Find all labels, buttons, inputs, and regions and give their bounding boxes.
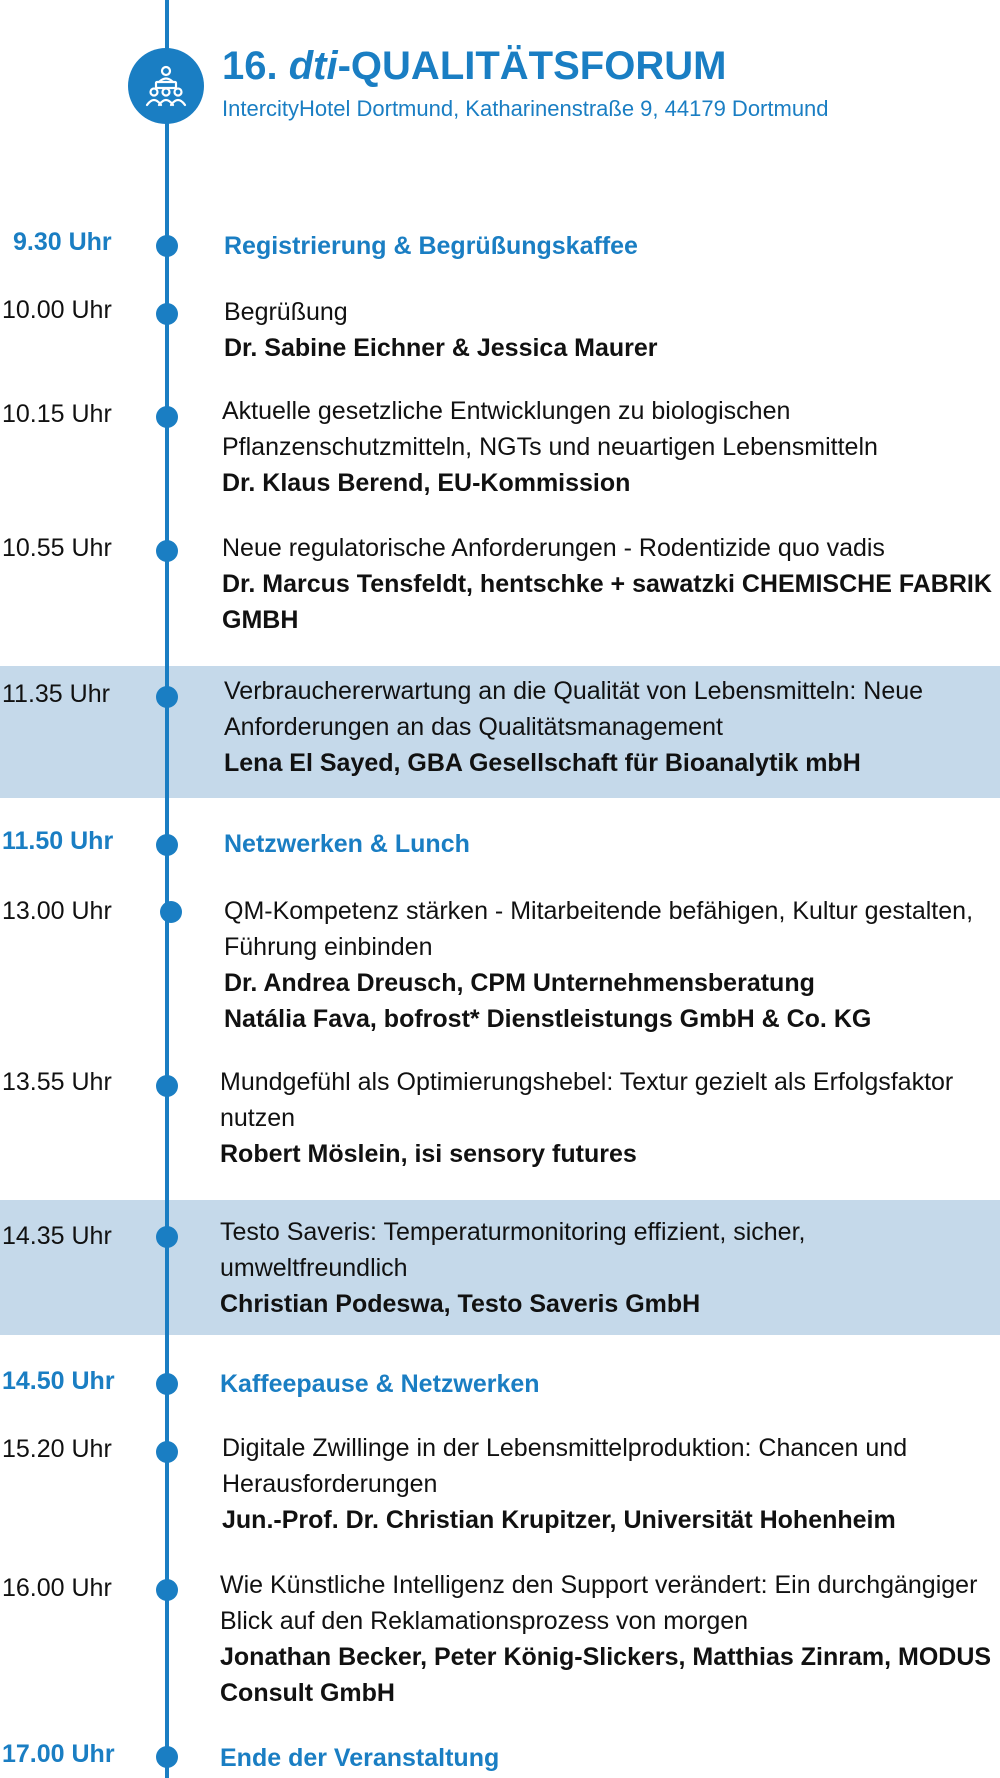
timeline-dot (156, 686, 178, 708)
agenda-speaker: Jonathan Becker, Peter König-Slickers, Matthias Zinram, MODUS Consult GmbH (220, 1643, 992, 1707)
agenda-title: Aktuelle gesetzliche Entwicklungen zu biologischen Pflanzenschutzmitteln, NGTs und neuartigen Lebensmitteln (222, 397, 878, 461)
agenda-speaker: Dr. Sabine Eichner & Jessica Maurer (224, 334, 658, 362)
agenda-time: 9.30 Uhr (13, 228, 112, 256)
agenda-item (224, 673, 1000, 781)
page-title (222, 44, 726, 89)
agenda-item (222, 530, 1000, 638)
agenda-title: Testo Saveris: Temperaturmonitoring effizient, sicher, umweltfreundlich (220, 1218, 806, 1282)
agenda-speaker: Dr. Andrea Dreusch, CPM Unternehmensberatung (224, 969, 815, 997)
agenda-speaker-2: Natália Fava, bofrost* Dienstleistungs GmbH & Co. KG (224, 1005, 872, 1033)
agenda-title: Kaffeepause & Netzwerken (220, 1370, 540, 1398)
agenda-item (220, 1064, 1000, 1172)
agenda-title: Wie Künstliche Intelligenz den Support verändert: Ein durchgängiger Blick auf den Reklamationsprozess von morgen (220, 1571, 978, 1635)
agenda-time: 17.00 Uhr (2, 1740, 115, 1768)
timeline-dot (156, 235, 178, 257)
timeline-dot (156, 1075, 178, 1097)
timeline-dot (156, 1579, 178, 1601)
agenda-title: Netzwerken & Lunch (224, 830, 470, 858)
agenda-item (222, 1430, 962, 1538)
timeline-line (165, 0, 169, 1778)
agenda-time: 11.35 Uhr (2, 680, 110, 708)
timeline-dot (160, 901, 182, 923)
timeline-dot (156, 1226, 178, 1248)
venue-address: IntercityHotel Dortmund, Katharinenstraße 9, 44179 Dortmund (222, 96, 829, 121)
agenda-speaker: Dr. Marcus Tensfeldt, hentschke + sawatzki CHEMISCHE FABRIK GMBH (222, 570, 992, 634)
agenda-speaker: Dr. Klaus Berend, EU-Kommission (222, 469, 631, 497)
agenda-title: Ende der Veranstaltung (220, 1744, 500, 1772)
agenda-item (220, 1740, 1000, 1776)
agenda-title: Begrüßung (224, 298, 348, 326)
timeline-dot (156, 540, 178, 562)
timeline-dot (156, 1441, 178, 1463)
agenda-item (220, 1567, 1000, 1711)
agenda-time: 10.55 Uhr (2, 534, 112, 562)
agenda-time: 15.20 Uhr (2, 1435, 112, 1463)
agenda-speaker: Lena El Sayed, GBA Gesellschaft für Bioanalytik mbH (224, 749, 861, 777)
agenda-speaker: Jun.-Prof. Dr. Christian Krupitzer, Universität Hohenheim (222, 1506, 896, 1534)
agenda-speaker: Robert Möslein, isi sensory futures (220, 1140, 637, 1168)
agenda-time: 11.50 Uhr (2, 827, 114, 855)
agenda-item (220, 1214, 860, 1322)
timeline-dot (156, 303, 178, 325)
agenda-title: Digitale Zwillinge in der Lebensmittelproduktion: Chancen und Herausforderungen (222, 1434, 908, 1498)
agenda-title: Registrierung & Begrüßungskaffee (224, 232, 638, 260)
agenda-time: 16.00 Uhr (2, 1574, 112, 1602)
agenda-item (224, 893, 1000, 1037)
title-rest: -QUALITÄTSFORUM (337, 44, 727, 88)
timeline-dot (156, 1746, 178, 1768)
agenda-item (222, 393, 1000, 501)
agenda-item (224, 294, 1000, 366)
agenda-time: 13.00 Uhr (2, 897, 112, 925)
agenda-item (224, 826, 1000, 862)
agenda-speaker: Christian Podeswa, Testo Saveris GmbH (220, 1290, 701, 1318)
agenda-time: 10.15 Uhr (2, 400, 112, 428)
agenda-time: 14.50 Uhr (2, 1367, 115, 1395)
title-brand: dti (288, 44, 338, 88)
agenda-title: QM-Kompetenz stärken - Mitarbeitende befähigen, Kultur gestalten, Führung einbinden (224, 897, 974, 961)
title-number: 16. (222, 44, 278, 88)
agenda-title: Verbrauchererwartung an die Qualität von Lebensmitteln: Neue Anforderungen an das Qualitätsmanagement (224, 677, 924, 741)
people-group-icon (128, 48, 204, 124)
agenda-title: Mundgefühl als Optimierungshebel: Textur gezielt als Erfolgsfaktor nutzen (220, 1068, 954, 1132)
agenda-time: 10.00 Uhr (2, 296, 112, 324)
timeline-dot (156, 834, 178, 856)
agenda-item (224, 228, 1000, 264)
agenda-time: 13.55 Uhr (2, 1068, 112, 1096)
timeline-dot (156, 1373, 178, 1395)
agenda-item (220, 1366, 1000, 1402)
agenda-title: Neue regulatorische Anforderungen - Rodentizide quo vadis (222, 534, 885, 562)
agenda-time: 14.35 Uhr (2, 1222, 112, 1250)
timeline-dot (156, 406, 178, 428)
